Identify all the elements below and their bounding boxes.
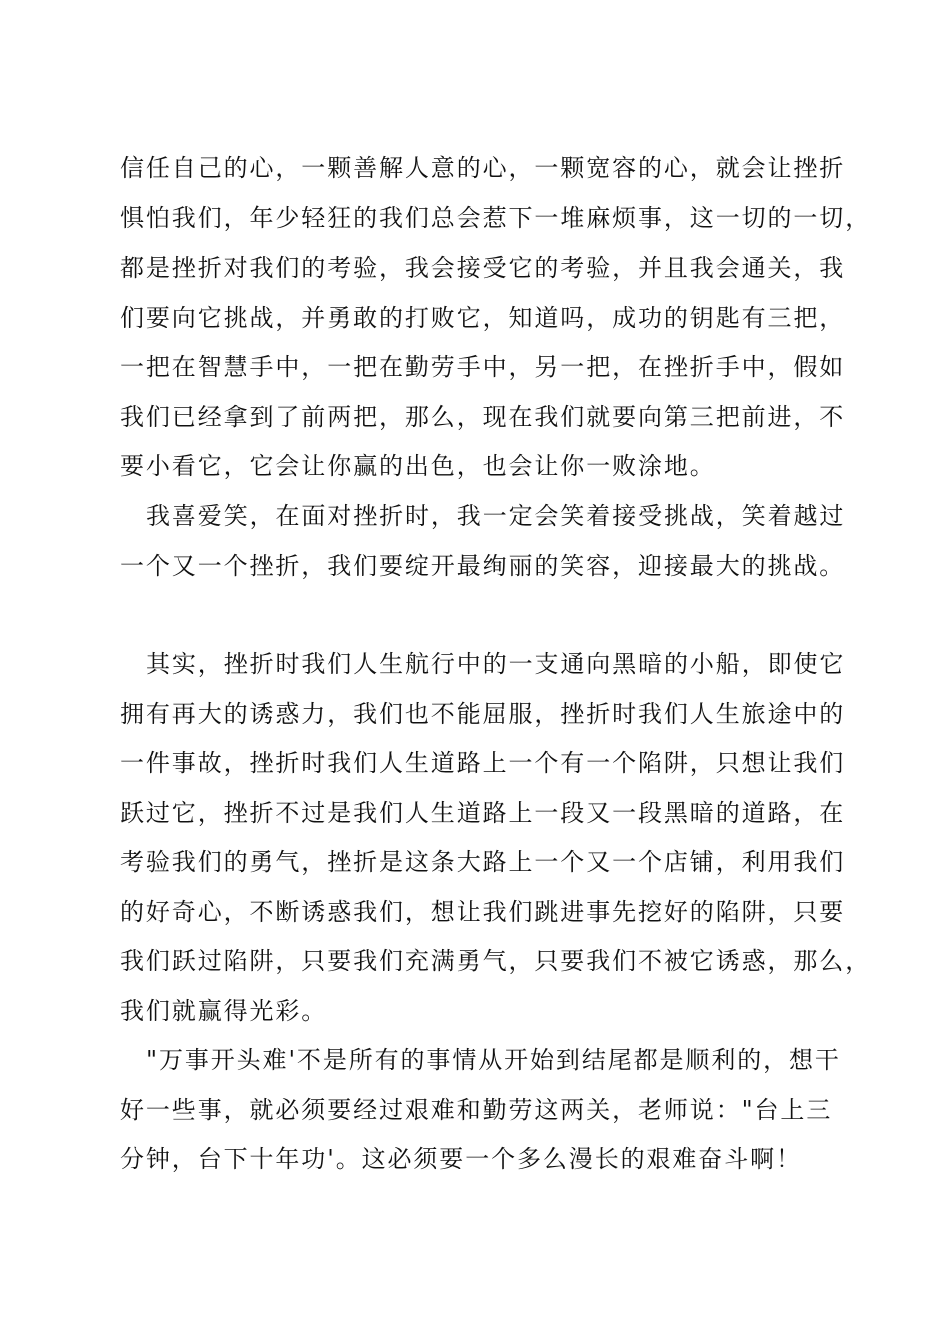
paragraph-3-line-5: 考验我们的勇气，挫折是这条大路上一个又一个店铺，利用我们: [120, 848, 846, 876]
paragraph-4-line-3: 分钟，台下十年功'。这必须要一个多么漫长的艰难奋斗啊！: [120, 1145, 802, 1173]
paragraph-2-line-1: 我喜爱笑，在面对挫折时，我一定会笑着接受挑战，笑着越过: [146, 502, 846, 530]
paragraph-1-line-6: 我们已经拿到了前两把，那么，现在我们就要向第三把前进，不: [120, 403, 846, 431]
paragraph-2-line-2: 一个又一个挫折，我们要绽开最绚丽的笑容，迎接最大的挑战。: [120, 552, 846, 580]
paragraph-4-line-2: 好一些事，就必须要经过艰难和勤劳这两关，老师说："台上三: [120, 1096, 833, 1124]
paragraph-1-line-2: 惧怕我们，年少轻狂的我们总会惹下一堆麻烦事，这一切的一切，: [120, 204, 872, 232]
paragraph-3-line-4: 跃过它，挫折不过是我们人生道路上一段又一段黑暗的道路，在: [120, 799, 846, 827]
paragraph-1-line-7: 要小看它，它会让你赢的出色，也会让你一败涂地。: [120, 452, 716, 480]
paragraph-3-line-3: 一件事故，挫折时我们人生道路上一个有一个陷阱，只想让我们: [120, 749, 846, 777]
paragraph-3-line-6: 的好奇心，不断诱惑我们，想让我们跳进事先挖好的陷阱，只要: [120, 898, 846, 926]
paragraph-3-line-1: 其实，挫折时我们人生航行中的一支通向黑暗的小船，即使它: [146, 650, 846, 678]
paragraph-1-line-5: 一把在智慧手中，一把在勤劳手中，另一把，在挫折手中，假如: [120, 353, 846, 381]
paragraph-3-line-7: 我们跃过陷阱，只要我们充满勇气，只要我们不被它诱惑，那么，: [120, 947, 872, 975]
paragraph-3-line-2: 拥有再大的诱惑力，我们也不能屈服，挫折时我们人生旅途中的: [120, 700, 846, 728]
paragraph-1-line-4: 们要向它挑战，并勇敢的打败它，知道吗，成功的钥匙有三把，: [120, 304, 846, 332]
paragraph-1-line-1: 信任自己的心，一颗善解人意的心，一颗宽容的心，就会让挫折: [120, 154, 846, 182]
paragraph-4-line-1: "万事开头难'不是所有的事情从开始到结尾都是顺利的，想干: [146, 1046, 841, 1074]
paragraph-3-line-8: 我们就赢得光彩。: [120, 997, 328, 1025]
paragraph-1-line-3: 都是挫折对我们的考验，我会接受它的考验，并且我会通关，我: [120, 254, 846, 282]
